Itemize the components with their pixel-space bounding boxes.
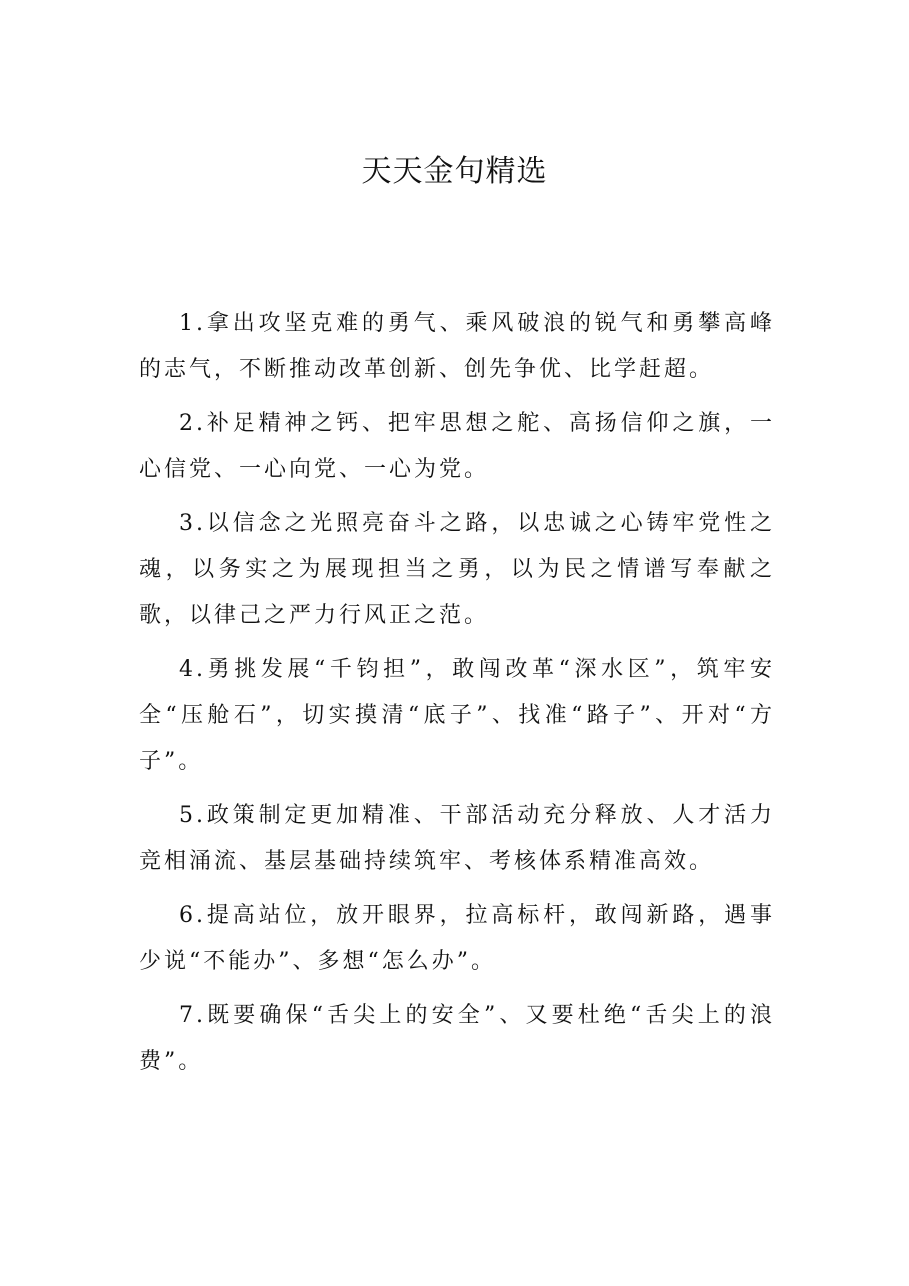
quote-paragraph-2: 2.补足精神之钙、把牢思想之舵、高扬信仰之旗，一心信党、一心向党、一心为党。 [139,411,775,482]
document-body [139,301,775,1093]
quote-paragraph-4: 4.勇挑发展“千钧担”，敢闯改革“深水区”，筑牢安全“压舱石”，切实摸清“底子”、找准“路子”、开对“方子”。 [139,657,775,774]
quote-paragraph-6: 6.提高站位，放开眼界，拉高标杆，敢闯新路，遇事少说“不能办”、多想“怎么办”。 [139,903,775,974]
quote-paragraph-1: 1.拿出攻坚克难的勇气、乘风破浪的锐气和勇攀高峰的志气，不断推动改革创新、创先争优、比学赶超。 [139,311,775,382]
quote-paragraph-7: 7.既要确保“舌尖上的安全”、又要杜绝“舌尖上的浪费”。 [139,1003,775,1074]
document-title: 天天金句精选 [361,154,548,189]
quote-paragraph-5: 5.政策制定更加精准、干部活动充分释放、人才活力竞相涌流、基层基础持续筑牢、考核体系精准高效。 [139,803,775,874]
quote-paragraph-3: 3.以信念之光照亮奋斗之路，以忠诚之心铸牢党性之魂，以务实之为展现担当之勇，以为民之情谱写奉献之歌，以律己之严力行风正之范。 [139,511,775,628]
